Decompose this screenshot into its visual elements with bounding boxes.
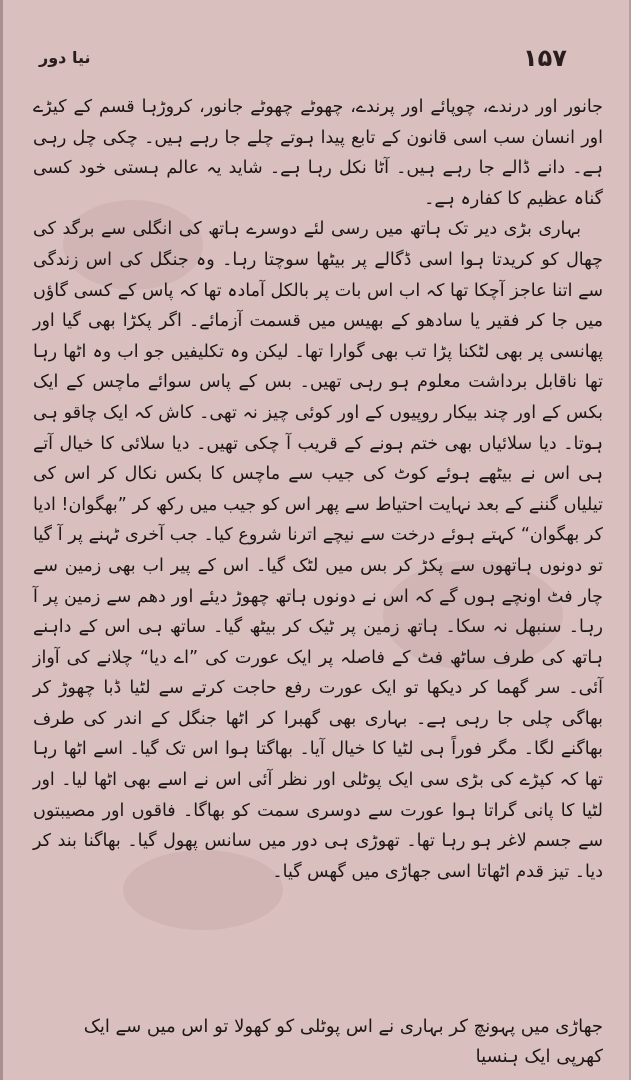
section-gap bbox=[103, 958, 523, 959]
running-title: نیا دور bbox=[39, 48, 91, 67]
paragraph: بہاری بڑی دیر تک ہاتھ میں رسی لئے دوسرے ہاتھ کی انگلی سے برگد کی چھال کو کریدتا ہوا اسی ڈگالے پر بیٹھا سوچتا رہا۔ وہ جنگل کی اس زندگی سے اتنا عاجز آچکا تھا کہ اب اس بات پر بالکل آمادہ تھا کہ پاس کے کسی گاؤں میں جا کر فقیر یا سادھو کے بھیس میں قسمت آزمائے۔ اگر پکڑا بھی گیا اور پھانسی پر بھی لٹکنا پڑا تب بھی گوارا تھا۔ لیکن وہ تکلیفیں جو اب وہ اٹھا رہا تھا ناقابل برداشت معلوم ہو رہی تھیں۔ بس کے پاس سوائے ماچس کے ایک بکس کے اور چند بیکار روپیوں کے اور کوئی چیز نہ تھی۔ کاش کہ ایک چاقو ہی ہوتا۔ دیا سلائیاں بھی ختم ہونے کے قریب آ چکی تھیں۔ دیا سلائی کا خیال آتے ہی اس نے بیٹھے ہوئے کوٹ کی جیب سے ماچس کا بکس نکال کر اس کی تیلیاں گننے کے بعد نہایت احتیاط سے پھر اس کو جیب میں رکھ کر ”بھگوان! ادیا کر بھگوان“ کہتے ہوئے درخت سے نیچے اترنا شروع کیا۔ جب آخری ٹہنے پر آ گیا تو دونوں ہاتھوں سے پکڑ کر بس میں لٹک گیا۔ اس کے پیر اب بھی زمین سے چار فٹ اونچے ہوں گے کہ اس نے دونوں ہاتھ چھوڑ دیئے اور دھم سے زمین پر آ رہا۔ سنبھل نہ سکا۔ ہاتھ زمین پر ٹیک کر بیٹھ گیا۔ ساتھ ہی اس کے داہنے ہاتھ کی طرف ساٹھ فٹ کے فاصلہ پر ایک عورت کی ”اے دیا“ چلانے کی آواز آئی۔ سر گھما کر دیکھا تو ایک عورت رفع حاجت کرتے سے لٹیا ڈبا چھوڑ کر بھاگی چلی جا رہی ہے۔ بہاری بھی گھبرا کر اٹھا جنگل کے اندر کی طرف بھاگنے لگا۔ مگر فوراً ہی لٹیا کا خیال آیا۔ بھاگتا ہوا اس تک گیا۔ اسے اٹھا رہا تھا کہ کپڑے کی بڑی سی ایک پوٹلی اور نظر آئی اس نے اسے بھی اٹھا لیا۔ اور لٹیا کا پانی گراتا ہوا عورت سے دوسری سمت کو بھاگا۔ فاقوں اور مصیبتوں سے جسم لاغر ہو رہا تھا۔ تھوڑی ہی دور میں سانس پھول گیا۔ بھاگنا بند کر دیا۔ تیز قدم اٹھاتا اسی جھاڑی میں گھس گیا۔ bbox=[33, 219, 603, 882]
page-header bbox=[33, 40, 589, 80]
article-body bbox=[33, 92, 603, 887]
page-number: ۱۵۷ bbox=[523, 44, 567, 72]
next-paragraph-start: جھاڑی میں پہونچ کر بہاری نے اس پوٹلی کو کھولا تو اس میں سے ایک کھرپی ایک ہنسیا bbox=[83, 1016, 603, 1067]
paragraph: جانور اور درندے، چوپائے اور پرندے، چھوٹے چھوٹے جانور، کروڑہا قسم کے کیڑے اور انسان سب اسی قانون کے تابع پیدا ہوتے چلے جا رہے ہیں۔ چکی چل رہی ہے۔ دانے ڈالے جا رہے ہیں۔ آٹا نکل رہا ہے۔ شاید یہ عالم ہستی خود کسی گناہ عظیم کا کفارہ ہے۔ bbox=[33, 97, 603, 209]
